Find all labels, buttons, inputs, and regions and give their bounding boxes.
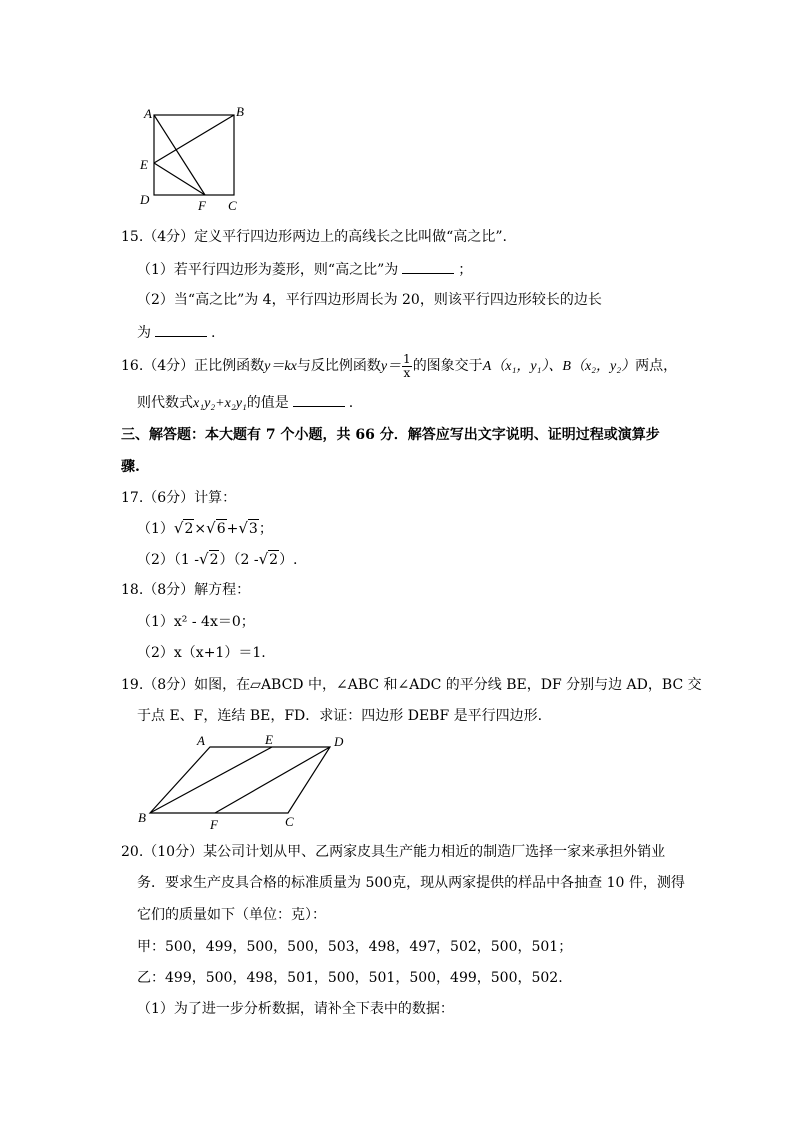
q20-data-jia: 甲：500，499，500，500，503，498，497，502，500，501； xyxy=(137,939,573,955)
segment-eb xyxy=(154,115,234,163)
q20-line1: 20.（10分）某公司计划从甲、乙两家皮具生产能力相近的制造厂选择一家来承担外销业 xyxy=(121,844,666,860)
segment-ef xyxy=(154,163,205,195)
q20-data-yi: 乙：499，500，498，501，500，501，500，499，500，502. xyxy=(137,970,563,986)
q16-line1: 16.（4分）正比例函数y＝kx与反比例函数y＝ $\frac{1}{x}$ 的图象交于A（x₁，y₁）、B（x₂，y₂）两点， xyxy=(121,351,678,380)
q15-part2-line2: 为 . xyxy=(137,325,216,341)
q20-part1: （1）为了进一步分析数据，请补全下表中的数据： xyxy=(137,1001,454,1017)
q18-part2: （2）x（x+1）＝1. xyxy=(137,645,266,661)
fig2-label-a: A xyxy=(197,733,205,748)
fig1-label-e: E xyxy=(140,157,148,172)
q18-head: 18.（8分）解方程： xyxy=(121,582,251,598)
fig1-label-a: A xyxy=(144,106,152,121)
section3-line1: 三、解答题：本大题有 7 个小题，共 66 分．解答应写出文字说明、证明过程或演算步 xyxy=(121,427,660,443)
q17-part2: （2）（1 -√2）（2 -√2）. xyxy=(137,550,298,568)
q16-line2: 则代数式x₁y₂+x₂y₁的值是 . xyxy=(137,395,354,411)
q17-head: 17.（6分）计算： xyxy=(121,490,237,506)
fraction-1-over-x: $\frac{1}{x}$ xyxy=(403,351,411,380)
segment-af xyxy=(154,115,205,195)
fig2-label-b: B xyxy=(138,810,146,825)
q19-line1: 19.（8分）如图，在▱ABCD 中，∠ABC 和∠ADC 的平分线 BE，DF 分别与边 AD，BC 交 xyxy=(121,677,702,693)
figure-parallelogram xyxy=(150,747,330,813)
q19-line2: 于点 E、F，连结 BE，FD．求证：四边形 DEBF 是平行四边形. xyxy=(137,708,543,724)
fig2-label-d: D xyxy=(334,734,344,749)
q15-part2-line1: （2）当“高之比”为 4，平行四边形周长为 20，则该平行四边形较长的边长 xyxy=(137,292,602,308)
fig1-label-c: C xyxy=(228,198,237,213)
square-abcd xyxy=(154,115,234,195)
q15-part1: （1）若平行四边形为菱形，则“高之比”为 ； xyxy=(137,262,473,278)
fig2-label-f: F xyxy=(210,817,218,832)
section3-line2: 骤. xyxy=(121,459,140,475)
fig1-label-d: D xyxy=(140,192,150,207)
segment-be xyxy=(150,747,272,813)
fig1-label-f: F xyxy=(198,198,206,213)
fig1-label-b: B xyxy=(236,104,244,119)
q15-head: 15.（4分）定义平行四边形两边上的高线长之比叫做“高之比”. xyxy=(121,229,507,245)
q17-part1: （1）√2×√6+√3； xyxy=(137,519,273,537)
q20-line3: 它们的质量如下（单位：克）： xyxy=(137,907,326,923)
q18-part1: （1）x² - 4x＝0； xyxy=(137,614,255,630)
parallelogram-abcd xyxy=(150,747,330,813)
q20-line2: 务．要求生产皮具合格的标准质量为 500克，现从两家提供的样品中各抽查 10 件，测得 xyxy=(137,875,685,891)
segment-fd xyxy=(215,747,330,813)
fig2-label-c: C xyxy=(285,814,294,829)
fig2-label-e: E xyxy=(265,732,273,747)
